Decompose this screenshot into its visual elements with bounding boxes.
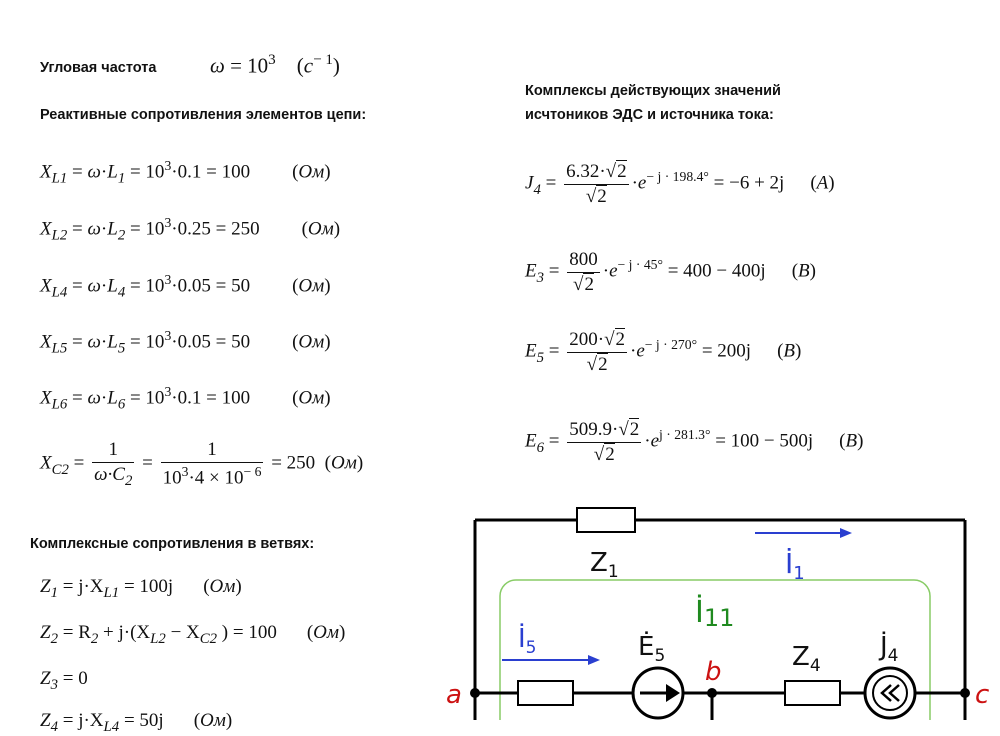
z-resistor-left <box>518 681 573 705</box>
node-c-label: c <box>975 680 990 710</box>
node-c-dot <box>960 688 970 698</box>
branch-row: $Z_3 = 0$ <box>40 668 88 694</box>
i5-arrow-head-icon <box>588 655 600 665</box>
e5-label: $Ė_5$ <box>638 632 666 666</box>
source-row: $E_3$ = 800 √ 2 $\cdot e^{- j \cdot 45^\circ} = 400 - 400j$ (B) <box>525 248 816 297</box>
z1-resistor <box>577 508 635 532</box>
reactance-row: $X_{L2} = \omega\cdot L_2 = 10^3\cdot 0.25 = 250$ (Ом) <box>40 215 341 244</box>
j4-label: $J̇_4$ <box>880 632 899 666</box>
source-row: $J_4$ = 6.32·√ 2 √ 2 $\cdot e^{- j \cdot 198.4^\circ} = -6 + 2j$ (A) <box>525 160 835 209</box>
branch-row: $Z_4 = j\cdot X_{L4} = 50j$ (Ом) <box>40 710 233 736</box>
i1-label: $İ_1$ <box>785 547 805 584</box>
z4-resistor <box>785 681 840 705</box>
node-b-dot <box>707 688 717 698</box>
z4-label: $Z_4$ <box>792 642 821 676</box>
angular-frequency-formula: $\omega = 10^3$ $(c^{- 1})$ <box>210 52 340 78</box>
complex-header-line1: Комплексы действующих значений <box>525 83 781 99</box>
reactance-row: $X_{L6} = \omega\cdot L_6 = 10^3\cdot 0.1 = 100$ (Ом) <box>40 384 331 413</box>
branch-row: $Z_1 = j\cdot X_{L1} = 100j$ (Ом) <box>40 576 242 602</box>
z1-label: $Z_1$ <box>590 548 619 582</box>
branch-row: $Z_2 = R_2 + j\cdot(X_{L2} - X_{C2}$ ) = 100 (Ом) <box>40 622 346 648</box>
angular-frequency-label: Угловая частота <box>40 60 157 76</box>
i5-label: $İ_5$ <box>518 624 537 658</box>
reactance-row: $X_{L5} = \omega\cdot L_5 = 10^3\cdot 0.05 = 50$ (Ом) <box>40 328 331 357</box>
reactance-row: $X_{L4} = \omega\cdot L_4 = 10^3\cdot 0.05 = 50$ (Ом) <box>40 272 331 301</box>
complex-header-line2: исчтоников ЭДС и источника тока: <box>525 107 774 123</box>
i11-label: İ11 <box>695 595 735 632</box>
reactance-row: $X_{L1} = \omega\cdot L_1 = 10^3\cdot 0.1 = 100$ (Ом) <box>40 158 331 187</box>
xc2-formula: $X_{C2}$ = $\frac{1}{\omega\cdot C_2}$ = $\frac{1}{10^3\cdot 4 \times 10^{- 6}}$ = 250 (Ом) <box>40 439 364 489</box>
node-a-label: a <box>446 680 462 710</box>
i1-arrow-head-icon <box>840 528 852 538</box>
reactive-header: Реактивные сопротивления элементов цепи: <box>40 107 367 123</box>
circuit-diagram <box>430 500 1000 720</box>
source-row: $E_6$ = 509.9·√ 2 √ 2 $\cdot e^{j \cdot 281.3^\circ} = 100 - 500j$ (B) <box>525 418 863 467</box>
branch-header: Комплексные сопротивления в ветвях: <box>30 536 315 552</box>
node-a-dot <box>470 688 480 698</box>
source-row: $E_5$ = 200·√ 2 √ 2 $\cdot e^{- j \cdot 270^\circ} = 200j$ (B) <box>525 328 801 377</box>
node-b-label: b <box>705 657 722 687</box>
